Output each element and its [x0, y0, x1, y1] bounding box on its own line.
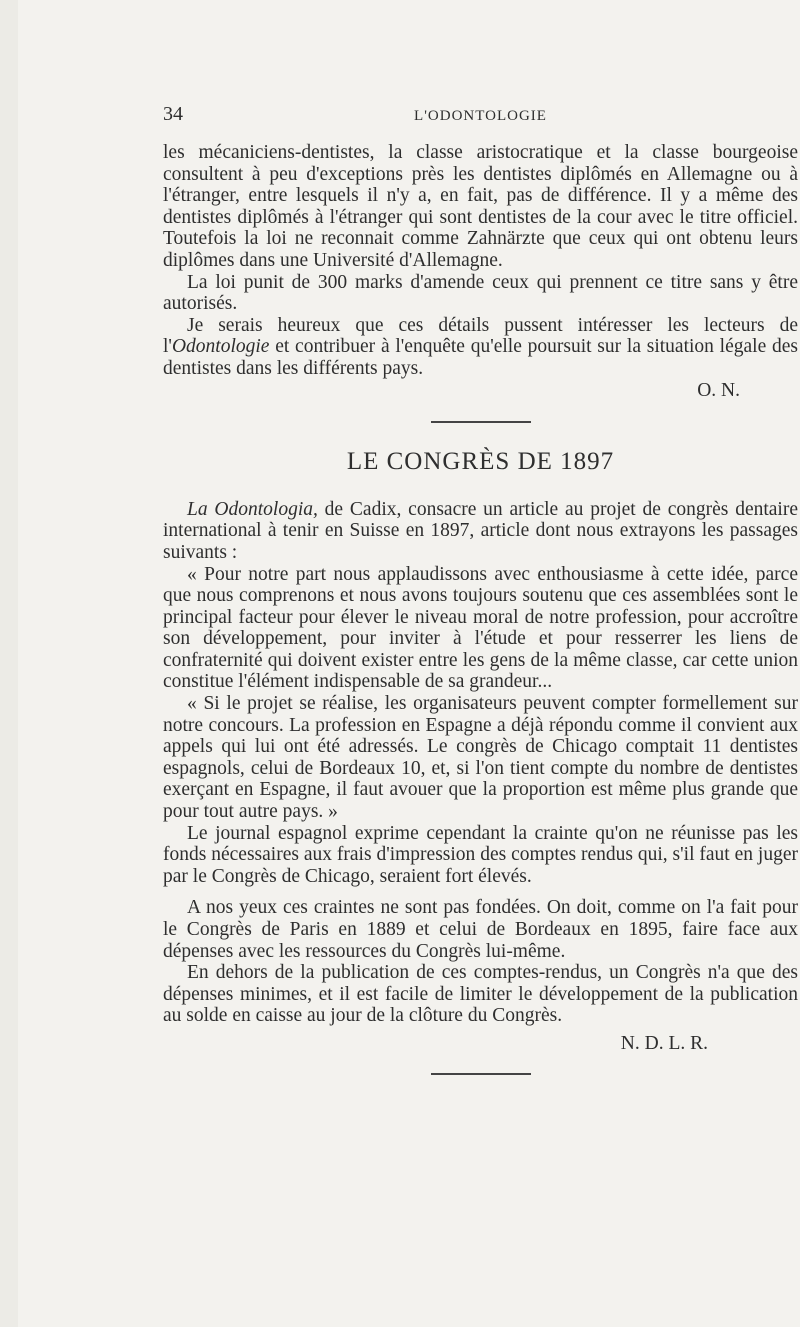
section-divider	[431, 421, 531, 423]
page-header	[163, 100, 798, 126]
paragraph	[163, 315, 798, 380]
section-divider	[431, 1073, 531, 1075]
spacer	[163, 887, 798, 897]
text-run: Je serais heureux que ces détails pussent intéresser les lecteurs de l'	[163, 314, 798, 358]
signature: O. N.	[697, 379, 740, 401]
text-run: de Cadix, consacre un article au projet de congrès dentaire international à tenir en Suisse en 1897, article dont nous extrayons les passages suivants :	[163, 498, 798, 563]
running-title: L'ODONTOLOGIE	[414, 108, 547, 124]
paragraph: La loi punit de 300 marks d'amende ceux qui prennent ce titre sans y être autorisés.	[163, 271, 798, 315]
paragraph: « Si le projet se réalise, les organisateurs peuvent compter formellement sur notre concours. La profession en Espagne a déjà répondu comme il convient aux appels qui lui ont été adressés. Le congrès de Chicago comptait 11 dentistes espagnols, celui de Bordeaux 10, et, si l'on tient compte du nombre de dentistes exerçant en Espagne, il faut avouer que la proportion est même plus grande que pour tout autre pays. »	[163, 693, 798, 823]
paragraph	[163, 499, 798, 564]
text-run: et contribuer à l'enquête qu'elle poursuit sur la situation légale des dentistes dans les différents pays.	[163, 336, 798, 379]
signature: N. D. L. R.	[620, 1032, 708, 1054]
page	[18, 0, 800, 1327]
paragraph: les mécaniciens-dentistes, la classe aristocratique et la classe bourgeoise consultent à peu d'exceptions près les dentistes diplômés en Allemagne ou à l'étranger, entre lesquels il n'y a, en fait, pas de différence. Il y a même des dentistes diplômés à l'étranger qui sont dentistes de la cour avec le titre officiel. Toutefois la loi ne reconnait comme Zahnärzte que ceux qui ont obtenu leurs diplômes dans une Université d'Allemagne.	[163, 142, 798, 271]
paragraph: Le journal espagnol exprime cependant la crainte qu'on ne réunisse pas les fonds nécessaires aux frais d'impression des comptes rendus qui, s'il faut en juger par le Congrès de Chicago, seraient fort élevés.	[163, 822, 798, 887]
paragraph: A nos yeux ces craintes ne sont pas fondées. On doit, comme on l'a fait pour le Congrès de Paris en 1889 et celui de Bordeaux en 1895, faire face aux dépenses avec les ressources du Congrès lui-même.	[163, 897, 798, 962]
journal-title: Odontologie	[171, 336, 270, 358]
paragraph: En dehors de la publication de ces comptes-rendus, un Congrès n'a que des dépenses minimes, et il est facile de limiter le développement de la publication au solde en caisse au jour de la clôture du Congrès.	[163, 962, 798, 1027]
journal-title: La Odontologia,	[187, 498, 318, 520]
paragraph: « Pour notre part nous applaudissons avec enthousiasme à cette idée, parce que nous comprenons et nous avons toujours soutenu que ces assemblées sont le principal facteur pour élever le niveau moral de notre profession, pour accroître son développement, pour inviter à l'étude et pour resserrer les liens de confraternité qui doivent exister entre les gens de la même classe, car cette union constitue l'élément indispensable de sa grandeur...	[163, 563, 798, 693]
section-title: LE CONGRÈS DE 1897	[346, 448, 615, 476]
page-content	[163, 100, 798, 1075]
page-number: 34	[163, 103, 183, 125]
